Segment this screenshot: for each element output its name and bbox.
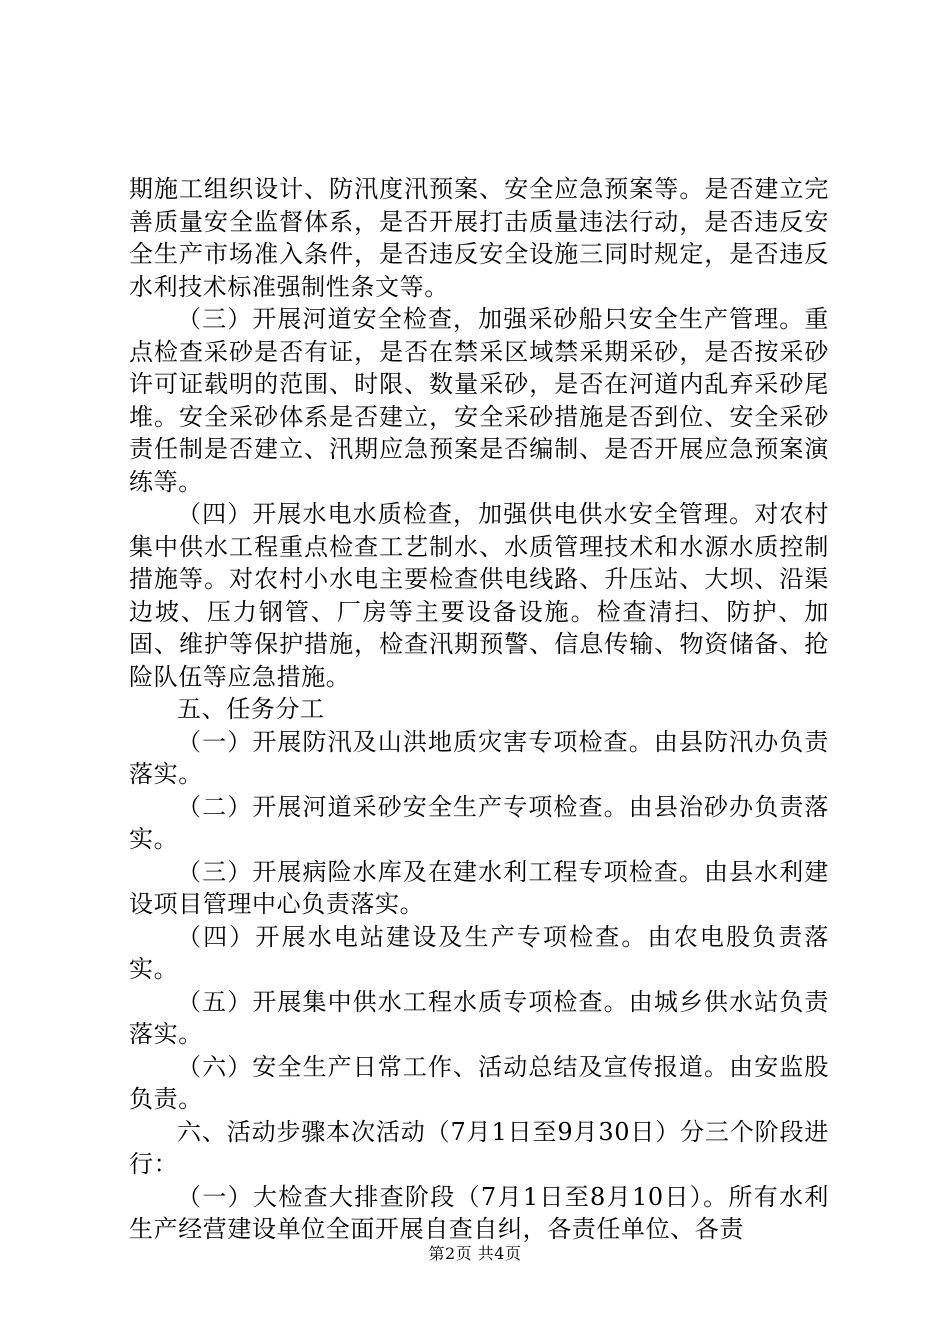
heading-task-division: 五、任务分工 [177,695,325,723]
paragraph-task-5: （五）开展集中供水工程水质专项检查。由城乡供水站负责落实。 [129,987,829,1048]
document-body [129,173,829,1246]
paragraph-continuation: 期施工组织设计、防汛度汛预案、安全应急预案等。是否建立完善质量安全监督体系，是否开展打击质量违法行动，是否违反安全生产市场准入条件，是否违反安全设施三同时规定，是否违反水利技术标准强制性条文等。 [129,175,829,301]
paragraph-task-6: （六）安全生产日常工作、活动总结及宣传报道。由安监股负责。 [129,1052,829,1113]
page-footer: 第2页 共4页 [428,1244,522,1263]
paragraph-task-1: （一）开展防汛及山洪地质灾害专项检查。由县防汛办负责落实。 [129,727,829,788]
paragraph-section-3: （三）开展河道安全检查，加强采砂船只安全生产管理。重点检查采砂是否有证，是否在禁采区域禁采期采砂，是否按采砂许可证载明的范围、时限、数量采砂，是否在河道内乱弃采砂尾堆。安全采砂体系是否建立，安全采砂措施是否到位、安全采砂责任制是否建立、汛期应急预案是否编制、是否开展应急预案演练等。 [129,305,829,496]
paragraph-stage-1: （一）大检查大排查阶段（7月1日至8月10日）。所有水利生产经营建设单位全面开展自查自纠，各责任单位、各责 [129,1182,829,1243]
paragraph-task-2: （二）开展河道采砂安全生产专项检查。由县治砂办负责落实。 [129,792,829,853]
paragraph-section-4: （四）开展水电水质检查，加强供电供水安全管理。对农村集中供水工程重点检查工艺制水、水质管理技术和水源水质控制措施等。对农村小水电主要检查供电线路、升压站、大坝、沿渠边坡、压力钢管、厂房等主要设备设施。检查清扫、防护、加固、维护等保护措施，检查汛期预警、信息传输、物资储备、抢险队伍等应急措施。 [129,500,829,691]
paragraph-task-3: （三）开展病险水库及在建水利工程专项检查。由县水利建设项目管理中心负责落实。 [129,857,829,918]
heading-activity-steps: 六、活动步骤本次活动（7月1日至9月30日）分三个阶段进行： [129,1117,829,1178]
paragraph-task-4: （四）开展水电站建设及生产专项检查。由农电股负责落实。 [129,922,829,983]
